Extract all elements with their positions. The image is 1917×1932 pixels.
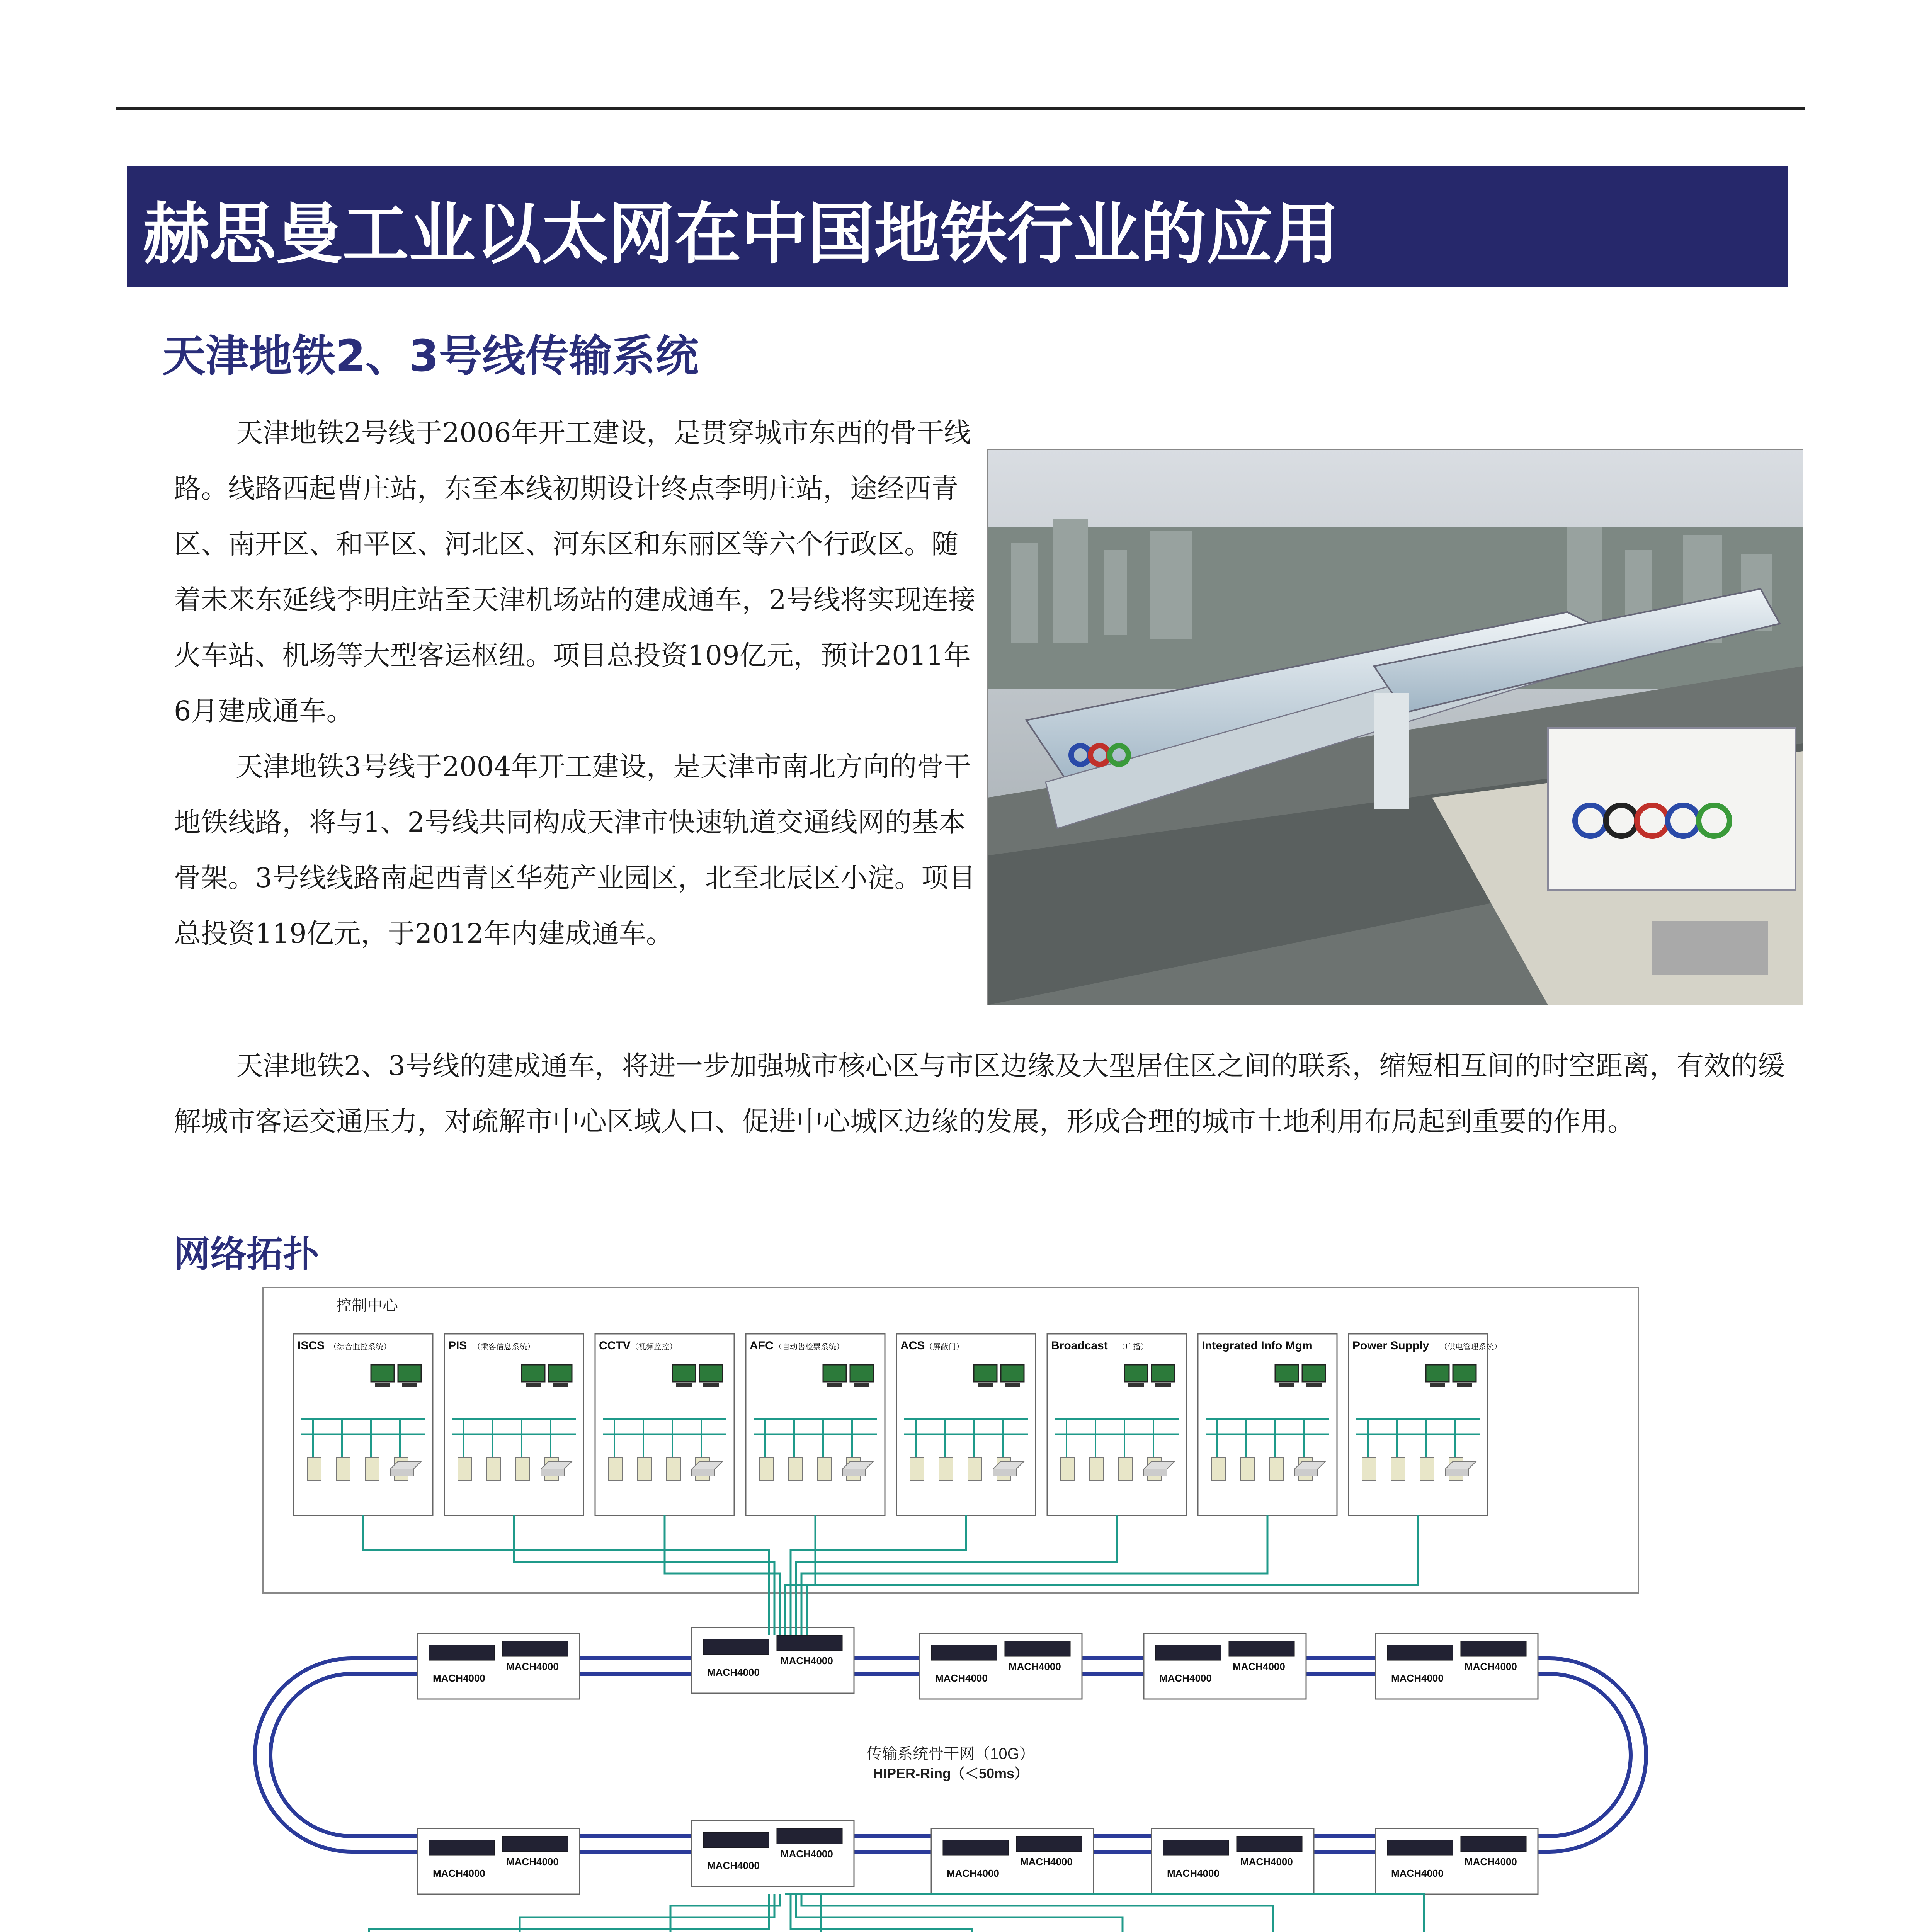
switch-label: MACH4000	[707, 1860, 760, 1871]
control-subsystem-name: ISCS	[298, 1339, 325, 1352]
control-subsystem-7	[1349, 1334, 1502, 1515]
metro-station-photo	[987, 449, 1803, 1005]
switch-label: MACH4000	[1391, 1867, 1444, 1879]
control-subsystem-desc: （供电管理系统）	[1440, 1343, 1502, 1351]
paragraph-2-text: 天津地铁3号线于2004年开工建设，是天津市南北方向的骨干地铁线路，将与1、2号线共同构成天津市快速轨道交通线网的基本骨架。3号线线路南起西青区华苑产业园区，北至北辰区小淀。项目总投资119亿元，于2012年内建成通车。	[174, 751, 976, 949]
control-subsystem-name: Broadcast	[1051, 1339, 1108, 1352]
control-subsystem-box	[1349, 1334, 1488, 1515]
control-subsystem-box	[595, 1334, 734, 1515]
paragraph-3-text: 天津地铁2、3号线的建成通车，将进一步加强城市核心区与市区边缘及大型居住区之间的联系，缩短相互间的时空距离，有效的缓解城市客运交通压力，对疏解市中心区域人口、促进中心城区边缘的发展，形成合理的城市土地利用布局起到重要的作用。	[174, 1050, 1785, 1137]
control-subsystem-name: AFC	[750, 1339, 774, 1352]
switch-label: MACH4000	[935, 1672, 988, 1684]
control-subsystem-name: ACS	[900, 1339, 925, 1352]
control-subsystem-0	[294, 1334, 433, 1515]
control-subsystem-name: Integrated Info Mgm	[1202, 1339, 1313, 1352]
control-subsystem-box	[444, 1334, 583, 1515]
paragraph-3	[174, 1038, 1797, 1149]
switch-label: MACH4000	[433, 1867, 485, 1879]
control-subsystem-2	[595, 1334, 734, 1515]
switch-label: MACH4000	[1009, 1661, 1061, 1672]
control-subsystem-4	[896, 1334, 1036, 1515]
control-subsystem-desc: （综合监控系统）	[329, 1343, 391, 1351]
switch-label: MACH4000	[433, 1672, 485, 1684]
control-subsystem-6	[1198, 1334, 1337, 1515]
ring-sublabel: HIPER-Ring（＜50ms）	[873, 1765, 1029, 1781]
switch-label: MACH4000	[1240, 1856, 1293, 1867]
control-subsystem-desc: （屏蔽门）	[925, 1343, 964, 1351]
control-subsystem-box	[746, 1334, 885, 1515]
control-subsystem-desc: （视频监控）	[631, 1343, 677, 1351]
control-subsystem-box	[1047, 1334, 1186, 1515]
control-subsystem-desc: （乘客信息系统）	[473, 1343, 535, 1351]
switch-label: MACH4000	[506, 1856, 559, 1867]
control-subsystem-desc: （自动售检票系统）	[774, 1343, 844, 1351]
switch-label: MACH4000	[1159, 1672, 1212, 1684]
control-subsystem-name: Power Supply	[1352, 1339, 1429, 1352]
network-topology-title: 网络拓扑	[174, 1233, 320, 1276]
control-subsystem-1	[444, 1334, 583, 1515]
control-subsystem-desc: （广播）	[1118, 1343, 1148, 1351]
network-topology-diagram	[232, 1280, 1669, 1932]
mach4000-switch	[920, 1633, 1082, 1699]
mach4000-switch	[1376, 1633, 1538, 1699]
control-subsystem-5	[1047, 1334, 1186, 1515]
control-subsystem-box	[1198, 1334, 1337, 1515]
top-rule	[116, 107, 1805, 110]
switch-label: MACH4000	[781, 1848, 833, 1860]
mach4000-switch	[692, 1821, 854, 1886]
paragraph-line3	[174, 739, 978, 961]
mach4000-switch	[692, 1628, 854, 1693]
control-subsystem-name: PIS	[448, 1339, 467, 1352]
control-subsystem-box	[896, 1334, 1036, 1515]
switch-label: MACH4000	[506, 1661, 559, 1672]
switch-label: MACH4000	[1167, 1867, 1220, 1879]
switch-label: MACH4000	[1465, 1856, 1517, 1867]
switch-label: MACH4000	[1391, 1672, 1444, 1684]
switch-label: MACH4000	[1233, 1661, 1285, 1672]
section-title: 天津地铁2、3号线传输系统	[162, 331, 699, 381]
mach4000-switch	[417, 1633, 580, 1699]
switch-label: MACH4000	[781, 1655, 833, 1667]
mach4000-switch	[931, 1828, 1094, 1894]
paragraph-line2	[174, 405, 978, 739]
control-subsystem-3	[746, 1334, 885, 1515]
mach4000-switch	[417, 1828, 580, 1894]
control-subsystem-box	[294, 1334, 433, 1515]
mach4000-switch	[1376, 1828, 1538, 1894]
intro-text	[174, 405, 978, 961]
ring-label: 传输系统骨干网（10G）	[866, 1745, 1035, 1762]
paragraph-1-text: 天津地铁2号线于2006年开工建设，是贯穿城市东西的骨干线路。线路西起曹庄站，东至本线初期设计终点李明庄站，途经西青区、南开区、和平区、河北区、河东区和东丽区等六个行政区。随着未来东延线李明庄站至天津机场站的建成通车，2号线将实现连接火车站、机场等大型客运枢纽。项目总投资109亿元，预计2011年6月建成通车。	[174, 417, 976, 727]
page-title: 赫思曼工业以太网在中国地铁行业的应用	[143, 195, 1339, 273]
mach4000-switch	[1152, 1828, 1314, 1894]
switch-label: MACH4000	[707, 1667, 760, 1678]
switch-label: MACH4000	[947, 1867, 999, 1879]
switch-label: MACH4000	[1465, 1661, 1517, 1672]
control-subsystem-name: CCTV	[599, 1339, 631, 1352]
switch-label: MACH4000	[1020, 1856, 1073, 1867]
control-center-label: 控制中心	[336, 1297, 398, 1314]
mach4000-switch	[1144, 1633, 1306, 1699]
